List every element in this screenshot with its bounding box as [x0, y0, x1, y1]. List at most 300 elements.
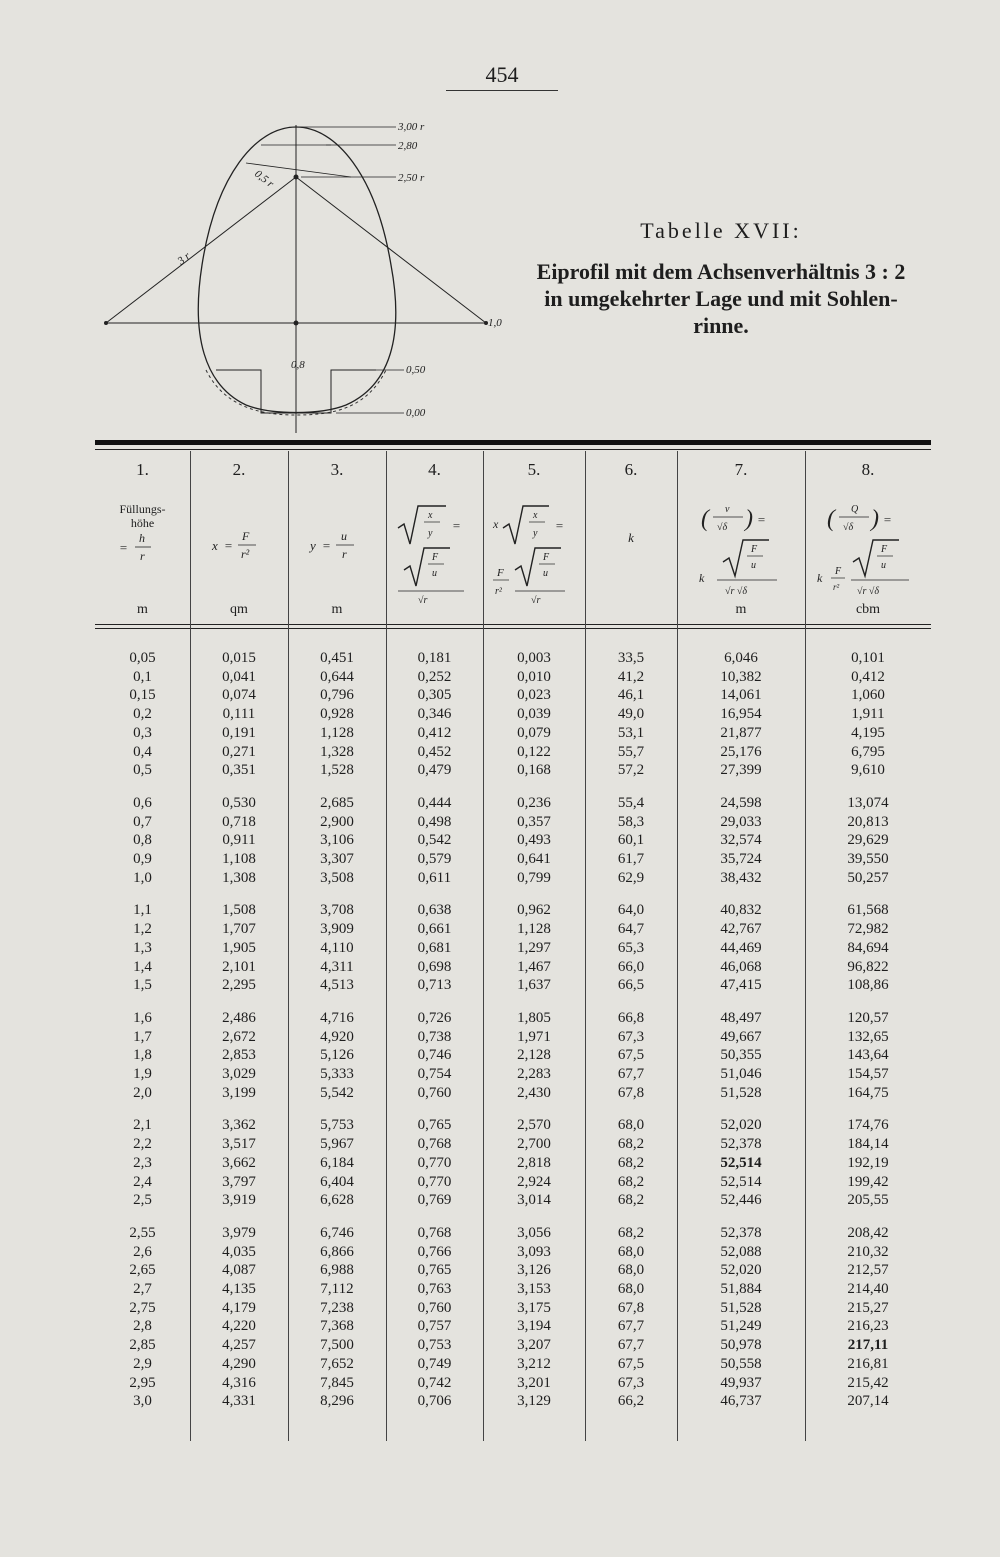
table-cell: 2,283 — [517, 1066, 551, 1082]
table-cell: 0,661 — [417, 921, 452, 938]
table-cell: 1,308 — [222, 869, 256, 886]
formula-v-over-sqrt-delta — [677, 496, 805, 596]
table-cell: 52,514 — [720, 1173, 762, 1190]
table-cell: 0,3 — [133, 724, 152, 741]
svg-text:r²: r² — [241, 547, 250, 561]
table-cell: 1,6 — [133, 1009, 152, 1026]
table-cell: 1,328 — [320, 743, 354, 760]
table-cell: 2,2 — [133, 1136, 152, 1153]
table-cell: 52,446 — [720, 1192, 762, 1209]
table-cell: 1,911 — [851, 706, 885, 723]
label-top: 3,00 r — [398, 121, 425, 133]
table-cell: 52,514 — [720, 1154, 762, 1171]
column-number-8: 8. — [861, 460, 875, 479]
table-cell: 3,797 — [222, 1173, 256, 1190]
table-title-line-3: rinne. — [693, 313, 749, 338]
table-cell: 68,2 — [617, 1154, 645, 1171]
table-row — [95, 977, 931, 995]
table-row — [95, 1337, 931, 1355]
table-cell: 7,368 — [320, 1318, 354, 1335]
table-cell: 29,629 — [847, 832, 889, 849]
table-cell: 0,111 — [222, 706, 256, 723]
table-cell: 216,81 — [847, 1355, 889, 1372]
table-cell: 35,724 — [720, 851, 762, 867]
table-cell: 38,432 — [720, 869, 762, 886]
table-cell: 33,5 — [617, 650, 645, 666]
table-cell: 2,5 — [133, 1192, 152, 1209]
table-cell: 4,035 — [222, 1243, 256, 1260]
table-cell: 6,795 — [851, 743, 885, 760]
table-cell: 2,7 — [133, 1281, 152, 1297]
unit-col-1: m — [137, 602, 148, 617]
table-cell: 3,029 — [222, 1066, 256, 1082]
table-cell: 205,55 — [847, 1192, 889, 1209]
table-cell: 67,3 — [617, 1028, 645, 1045]
table-cell: 0,236 — [517, 794, 551, 811]
table-row — [95, 669, 931, 687]
table-cell: 0,928 — [320, 706, 354, 723]
table-cell: 1,128 — [320, 724, 354, 741]
header-fill-height-2: höhe — [130, 516, 155, 530]
table-cell: 0,770 — [417, 1154, 452, 1171]
table-cell: 6,988 — [320, 1262, 354, 1279]
table-cell: 68,2 — [617, 1136, 645, 1153]
table-row — [95, 814, 931, 832]
table-cell: 2,9 — [133, 1355, 152, 1372]
table-row — [95, 1029, 931, 1047]
table-cell: 7,112 — [320, 1281, 354, 1297]
table-cell: 0,271 — [222, 743, 256, 760]
table-cell: 67,7 — [617, 1337, 645, 1354]
svg-text:Q: Q — [851, 504, 859, 515]
table-cell: 0,765 — [417, 1117, 452, 1134]
table-cell: 0,079 — [517, 724, 551, 741]
table-cell: 6,046 — [724, 650, 758, 666]
table-cell: 66,2 — [617, 1393, 645, 1410]
table-cell: 3,014 — [517, 1192, 551, 1209]
svg-text:F: F — [881, 544, 888, 555]
table-cell: 0,746 — [417, 1047, 452, 1064]
svg-text:y: y — [428, 528, 433, 539]
table-cell: 2,55 — [129, 1224, 156, 1241]
table-cell: 0,753 — [417, 1337, 452, 1354]
table-cell: 184,14 — [847, 1136, 889, 1153]
svg-text:h: h — [138, 531, 145, 545]
column-number-7: 7. — [734, 460, 748, 479]
table-cell: 2,85 — [129, 1337, 156, 1354]
table-cell: 0,769 — [417, 1192, 452, 1209]
table-cell: 207,14 — [847, 1393, 889, 1410]
table-cell: 32,574 — [720, 832, 762, 849]
table-cell: 4,179 — [222, 1299, 256, 1316]
table-cell: 1,3 — [133, 939, 152, 956]
table-cell: 47,415 — [720, 977, 762, 994]
table-cell: 66,5 — [617, 977, 645, 994]
table-cell: 0,039 — [517, 706, 551, 723]
data-table — [95, 440, 931, 1440]
svg-text:=: = — [452, 518, 461, 533]
table-cell: 4,135 — [222, 1281, 256, 1297]
table-cell: 0,357 — [517, 813, 551, 830]
table-cell: 50,558 — [720, 1355, 762, 1372]
svg-text:r: r — [342, 547, 347, 561]
column-header-6 — [585, 530, 677, 547]
table-cell: 0,041 — [222, 668, 256, 685]
table-cell: 61,7 — [617, 851, 645, 867]
svg-text:x: x — [533, 510, 538, 521]
table-row — [95, 870, 931, 888]
table-row — [95, 706, 931, 724]
table-cell: 1,5 — [133, 977, 152, 994]
table-cell: 16,954 — [720, 706, 762, 723]
table-cell: 164,75 — [847, 1084, 889, 1101]
table-cell: 0,611 — [417, 869, 452, 886]
table-cell: 0,641 — [517, 851, 551, 867]
table-cell: 3,106 — [320, 832, 354, 849]
table-cell: 0,799 — [517, 869, 551, 886]
column-number-2: 2. — [232, 460, 246, 479]
header-fill-height-1: Füllungs- — [119, 502, 166, 516]
table-cell: 42,767 — [720, 921, 762, 938]
table-cell: 25,176 — [720, 743, 762, 760]
table-cell: 0,742 — [417, 1374, 452, 1391]
table-cell: 0,763 — [417, 1281, 452, 1297]
table-cell: 0,542 — [417, 832, 452, 849]
table-cell: 212,57 — [847, 1262, 889, 1279]
table-row — [95, 1375, 931, 1393]
table-cell: 1,971 — [517, 1028, 551, 1045]
table-cell: 0,757 — [417, 1318, 452, 1335]
table-cell: 0,770 — [417, 1173, 452, 1190]
table-row — [95, 1174, 931, 1192]
table-cell: 0,023 — [517, 687, 551, 704]
column-number-3: 3. — [330, 460, 344, 479]
table-cell: 0,346 — [417, 706, 452, 723]
table-row — [95, 650, 931, 668]
table-cell: 2,0 — [133, 1084, 152, 1101]
table-cell: 49,667 — [720, 1028, 762, 1045]
svg-text:y: y — [310, 538, 316, 553]
svg-text:u: u — [881, 560, 886, 571]
table-cell: 0,768 — [417, 1136, 452, 1153]
unit-col-2: qm — [230, 602, 248, 617]
table-cell: 0,412 — [851, 668, 885, 685]
table-title-line-2: in umgekehrter Lage und mit Sohlen- — [544, 286, 898, 311]
table-cell: 51,249 — [720, 1318, 762, 1335]
label-bottom: 0,00 — [406, 407, 426, 419]
label-top-radius: 0,5 r — [252, 167, 276, 191]
table-cell: 192,19 — [847, 1154, 889, 1171]
table-cell: 2,853 — [222, 1047, 256, 1064]
table-cell: 2,4 — [133, 1173, 152, 1190]
table-cell: 214,40 — [847, 1281, 889, 1297]
table-cell: 3,093 — [517, 1243, 551, 1260]
table-row — [95, 1281, 931, 1299]
svg-text:u: u — [432, 568, 437, 579]
table-cell: 0,305 — [417, 687, 452, 704]
formula-h-over-r — [113, 530, 173, 564]
table-cell: 2,65 — [129, 1262, 156, 1279]
table-cell: 50,257 — [847, 869, 889, 886]
table-cell: 8,296 — [320, 1393, 354, 1410]
table-cell: 216,23 — [847, 1318, 889, 1335]
table-cell: 2,128 — [517, 1047, 551, 1064]
table-cell: 64,0 — [617, 902, 645, 919]
table-title-line-1: Eiprofil mit dem Achsenverhältnis 3 : 2 — [536, 259, 906, 284]
table-cell: 1,2 — [133, 921, 152, 938]
table-cell: 67,3 — [617, 1374, 645, 1391]
table-cell: 64,7 — [617, 921, 645, 938]
table-cell: 0,05 — [129, 650, 156, 666]
table-cell: 4,110 — [320, 939, 354, 956]
table-cell: 0,962 — [517, 902, 551, 919]
table-row — [95, 1155, 931, 1173]
table-cell: 46,068 — [720, 958, 762, 975]
label-channel-top: 0,50 — [406, 364, 426, 376]
svg-text:F: F — [751, 544, 758, 555]
table-cell: 3,207 — [517, 1337, 551, 1354]
table-cell: 0,749 — [417, 1355, 452, 1372]
column-header-4 — [386, 500, 483, 605]
table-cell: 1,508 — [222, 902, 256, 919]
svg-text:y: y — [533, 528, 538, 539]
table-cell: 0,766 — [417, 1243, 452, 1260]
table-cell: 1,108 — [222, 851, 256, 867]
table-cell: 0,452 — [417, 743, 452, 760]
column-number-4: 4. — [428, 460, 441, 479]
column-header-5 — [483, 500, 585, 605]
table-cell: 0,15 — [129, 687, 156, 704]
table-cell: 5,126 — [320, 1047, 354, 1064]
table-cell: 1,4 — [133, 958, 152, 975]
table-cell: 0,2 — [133, 706, 152, 723]
svg-text:=: = — [118, 540, 128, 555]
table-cell: 66,0 — [617, 958, 645, 975]
svg-text:√δ: √δ — [717, 522, 728, 533]
table-cell: 0,911 — [222, 832, 256, 849]
table-cell: 143,64 — [847, 1047, 889, 1064]
table-cell: 210,32 — [847, 1243, 889, 1260]
table-number: Tabelle XVII: — [640, 218, 802, 243]
svg-text:F: F — [432, 552, 439, 563]
svg-text:√r: √r — [418, 595, 428, 606]
table-cell: 67,7 — [617, 1318, 645, 1335]
formula-x-sqrt-x-over-y — [483, 500, 585, 606]
table-cell: 20,813 — [847, 813, 889, 830]
svg-text:√r √δ: √r √δ — [857, 586, 880, 597]
svg-text:u: u — [543, 568, 548, 579]
formula-Q-over-sqrt-delta — [805, 496, 931, 596]
table-cell: 132,65 — [847, 1028, 889, 1045]
table-cell: 0,191 — [222, 724, 256, 741]
label-width: 1,0 — [488, 317, 502, 329]
table-cell: 7,500 — [320, 1337, 354, 1354]
table-cell: 120,57 — [847, 1009, 889, 1026]
table-cell: 68,2 — [617, 1173, 645, 1190]
table-cell: 51,046 — [720, 1066, 762, 1082]
table-cell: 3,201 — [517, 1374, 551, 1391]
table-row — [95, 1192, 931, 1210]
table-cell: 2,6 — [133, 1243, 152, 1260]
table-cell: 154,57 — [847, 1066, 889, 1082]
table-cell: 51,528 — [720, 1299, 762, 1316]
table-cell: 0,638 — [417, 902, 452, 919]
table-cell: 68,0 — [617, 1117, 645, 1134]
table-cell: 0,1 — [133, 668, 152, 685]
table-cell: 0,498 — [417, 813, 452, 830]
table-cell: 2,685 — [320, 794, 354, 811]
svg-text:=: = — [224, 538, 233, 553]
table-cell: 55,7 — [617, 743, 645, 760]
table-cell: 6,866 — [320, 1243, 354, 1260]
table-cell: 1,707 — [222, 921, 256, 938]
table-cell: 0,713 — [417, 977, 452, 994]
table-cell: 0,706 — [417, 1393, 452, 1410]
table-cell: 0,7 — [133, 813, 152, 830]
table-cell: 0,726 — [417, 1009, 452, 1026]
table-cell: 29,033 — [720, 813, 762, 830]
table-cell: 46,1 — [617, 687, 645, 704]
table-cell: 208,42 — [847, 1224, 889, 1241]
table-row — [95, 1047, 931, 1065]
table-cell: 2,430 — [517, 1084, 551, 1101]
table-row — [95, 832, 931, 850]
table-cell: 5,753 — [320, 1117, 354, 1134]
svg-text:r: r — [139, 549, 145, 563]
table-cell: 5,967 — [320, 1136, 354, 1153]
table-cell: 2,75 — [129, 1299, 156, 1316]
table-cell: 0,765 — [417, 1262, 452, 1279]
svg-text:(: ( — [701, 506, 709, 532]
table-row — [95, 1356, 931, 1374]
table-cell: 3,662 — [222, 1154, 256, 1171]
table-cell: 0,9 — [133, 851, 152, 867]
column-number-5: 5. — [527, 460, 541, 479]
table-cell: 67,7 — [617, 1066, 645, 1082]
label-upper-center: 2,80 — [398, 140, 418, 152]
formula-y-equals-u-over-r — [302, 528, 372, 562]
table-cell: 0,252 — [417, 668, 452, 685]
table-cell: 0,8 — [133, 832, 152, 849]
svg-text:=: = — [322, 538, 331, 553]
table-cell: 174,76 — [847, 1117, 889, 1134]
table-cell: 0,493 — [517, 832, 551, 849]
table-row — [95, 1136, 931, 1154]
table-cell: 6,746 — [320, 1224, 354, 1241]
egg-profile-drawing — [86, 115, 526, 435]
column-header-2 — [190, 528, 288, 567]
table-row — [95, 851, 931, 869]
table-cell: 10,382 — [720, 668, 762, 685]
table-cell: 1,0 — [133, 869, 152, 886]
table-cell: 4,220 — [222, 1318, 256, 1335]
table-cell: 215,27 — [847, 1299, 889, 1316]
table-row — [95, 1225, 931, 1243]
table-cell: 55,4 — [617, 794, 645, 811]
table-cell: 46,737 — [720, 1393, 762, 1410]
table-row — [95, 1300, 931, 1318]
table-cell: 1,8 — [133, 1047, 152, 1064]
table-cell: 3,517 — [222, 1136, 256, 1153]
table-cell: 0,718 — [222, 813, 256, 830]
table-cell: 2,8 — [133, 1318, 152, 1335]
table-cell: 60,1 — [617, 832, 645, 849]
table-cell: 1,467 — [517, 958, 551, 975]
table-cell: 7,845 — [320, 1374, 354, 1391]
table-cell: 7,238 — [320, 1299, 354, 1316]
table-cell: 2,101 — [222, 958, 256, 975]
svg-text:F: F — [242, 529, 250, 543]
table-cell: 4,716 — [320, 1009, 354, 1026]
table-cell: 1,805 — [517, 1009, 551, 1026]
table-cell: 1,905 — [222, 939, 256, 956]
table-cell: 51,528 — [720, 1084, 762, 1101]
table-cell: 0,5 — [133, 762, 152, 779]
table-cell: 0,681 — [417, 939, 452, 956]
table-cell: 2,486 — [222, 1009, 256, 1026]
svg-text:u: u — [341, 529, 347, 543]
table-cell: 0,698 — [417, 958, 452, 975]
table-cell: 3,508 — [320, 869, 354, 886]
table-row — [95, 1066, 931, 1084]
table-cell: 51,884 — [720, 1281, 762, 1297]
table-cell: 0,444 — [417, 794, 452, 811]
table-row — [95, 921, 931, 939]
label-center: 2,50 r — [398, 172, 425, 184]
table-cell: 1,060 — [851, 687, 885, 704]
table-cell: 0,4 — [133, 743, 152, 760]
column-header-7 — [677, 496, 805, 601]
table-cell: 68,2 — [617, 1224, 645, 1241]
table-cell: 1,1 — [133, 902, 152, 919]
table-cell: 2,3 — [133, 1154, 152, 1171]
table-cell: 0,181 — [417, 650, 452, 666]
table-row — [95, 1393, 931, 1411]
table-cell: 1,528 — [320, 762, 354, 779]
table-cell: 0,074 — [222, 687, 256, 704]
column-number-6: 6. — [624, 460, 638, 479]
svg-text:√r: √r — [531, 595, 541, 606]
table-cell: 2,1 — [133, 1117, 152, 1134]
table-cell: 52,020 — [720, 1262, 762, 1279]
radius-line-left — [106, 177, 296, 323]
table-row — [95, 1262, 931, 1280]
table-cell: 108,86 — [847, 977, 889, 994]
table-cell: 3,212 — [517, 1355, 551, 1372]
svg-text:r²: r² — [495, 586, 502, 597]
table-cell: 0,644 — [320, 668, 354, 685]
table-cell: 4,331 — [222, 1393, 256, 1410]
table-cell: 57,2 — [617, 762, 645, 779]
table-cell: 2,672 — [222, 1028, 256, 1045]
table-cell: 1,297 — [517, 939, 551, 956]
table-cell: 67,5 — [617, 1047, 645, 1064]
table-cell: 0,015 — [222, 650, 256, 666]
table-cell: 3,708 — [320, 902, 354, 919]
svg-text:): ) — [871, 506, 879, 532]
table-row — [95, 1085, 931, 1103]
label-side-radius: 3 r — [175, 250, 193, 268]
table-cell: 0,479 — [417, 762, 452, 779]
table-cell: 3,056 — [517, 1224, 551, 1241]
table-cell: 13,074 — [847, 794, 889, 811]
table-cell: 1,7 — [133, 1028, 152, 1045]
table-cell: 4,513 — [320, 977, 354, 994]
radius-line-right — [296, 177, 486, 323]
table-cell: 3,307 — [320, 851, 354, 867]
table-cell: 27,399 — [720, 762, 762, 779]
svg-text:F: F — [835, 566, 842, 577]
